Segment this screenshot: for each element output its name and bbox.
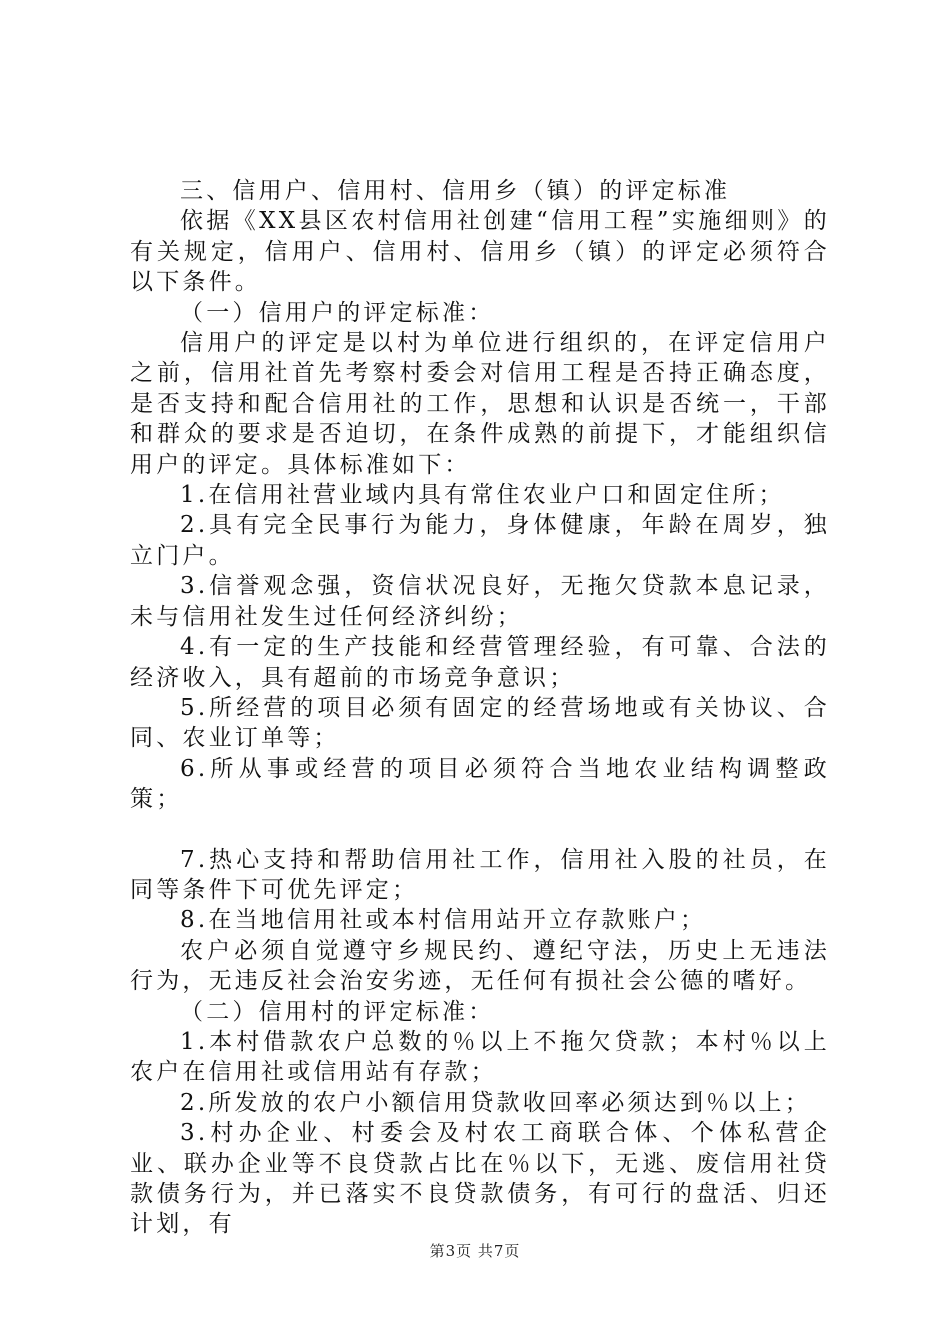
list-item-household-4: 4.有一定的生产技能和经营管理经验，有可靠、合法的经济收入，具有超前的市场竞争意识； [130,634,830,691]
list-item-household-2: 2.具有完全民事行为能力，身体健康，年龄在周岁，独立门户。 [130,512,830,569]
list-item-household-8: 8.在当地信用社或本村信用站开立存款账户； [180,907,707,934]
section-heading: 三、信用户、信用村、信用乡（镇）的评定标准 [180,178,731,204]
document-body [130,176,830,1240]
subsection-heading-household: （一）信用户的评定标准： [180,299,495,326]
page-footer [0,1240,950,1261]
list-item-village-1: 1.本村借款农户总数的％以上不拖欠贷款；本村％以上农户在信用社或信用站有存款； [130,1028,830,1086]
list-item-household-7: 7.热心支持和帮助信用社工作，信用社入股的社员，在同等条件下可优先评定； [130,846,830,903]
list-item-household-3: 3.信誉观念强，资信状况良好，无拖欠贷款本息记录，未与信用社发生过任何经济纠纷； [130,573,830,630]
paragraph-household-intro: 信用户的评定是以村为单位进行组织的，在评定信用户之前，信用社首先考察村委会对信用工程是否持正确态度，是否支持和配合信用社的工作，思想和认识是否统一，干部和群众的要求是否迫切，在条件成熟的前提下，才能组织信用户的评定。具体标准如下： [130,330,830,478]
list-item-village-2: 2.所发放的农户小额信用贷款收回率必须达到％以上； [180,1089,811,1116]
page-number: 第3页 共7页 [429,1242,521,1260]
list-item-household-1: 1.在信用社营业域内具有常住农业户口和固定住所； [180,482,785,509]
list-item-household-6: 6.所从事或经营的项目必须符合当地农业结构调整政策； [130,755,830,813]
list-item-village-3: 3.村办企业、村委会及村农工商联合体、个体私营企业、联办企业等不良贷款占比在％以下，无逃、废信用社贷款债务行为，并已落实不良贷款债务，有可行的盘活、归还计划，有 [130,1120,830,1238]
subsection-heading-village: （二）信用村的评定标准： [180,998,495,1025]
paragraph-household-conduct: 农户必须自觉遵守乡规民约、遵纪守法，历史上无违法行为，无违反社会治安劣迹，无任何有损社会公德的嗜好。 [130,937,830,995]
paragraph-basis: 依据《XX县区农村信用社创建“信用工程”实施细则》的有关规定，信用户、信用村、信用乡（镇）的评定必须符合以下条件。 [130,208,830,296]
list-item-household-5: 5.所经营的项目必须有固定的经营场地或有关协议、合同、农业订单等； [130,694,830,752]
